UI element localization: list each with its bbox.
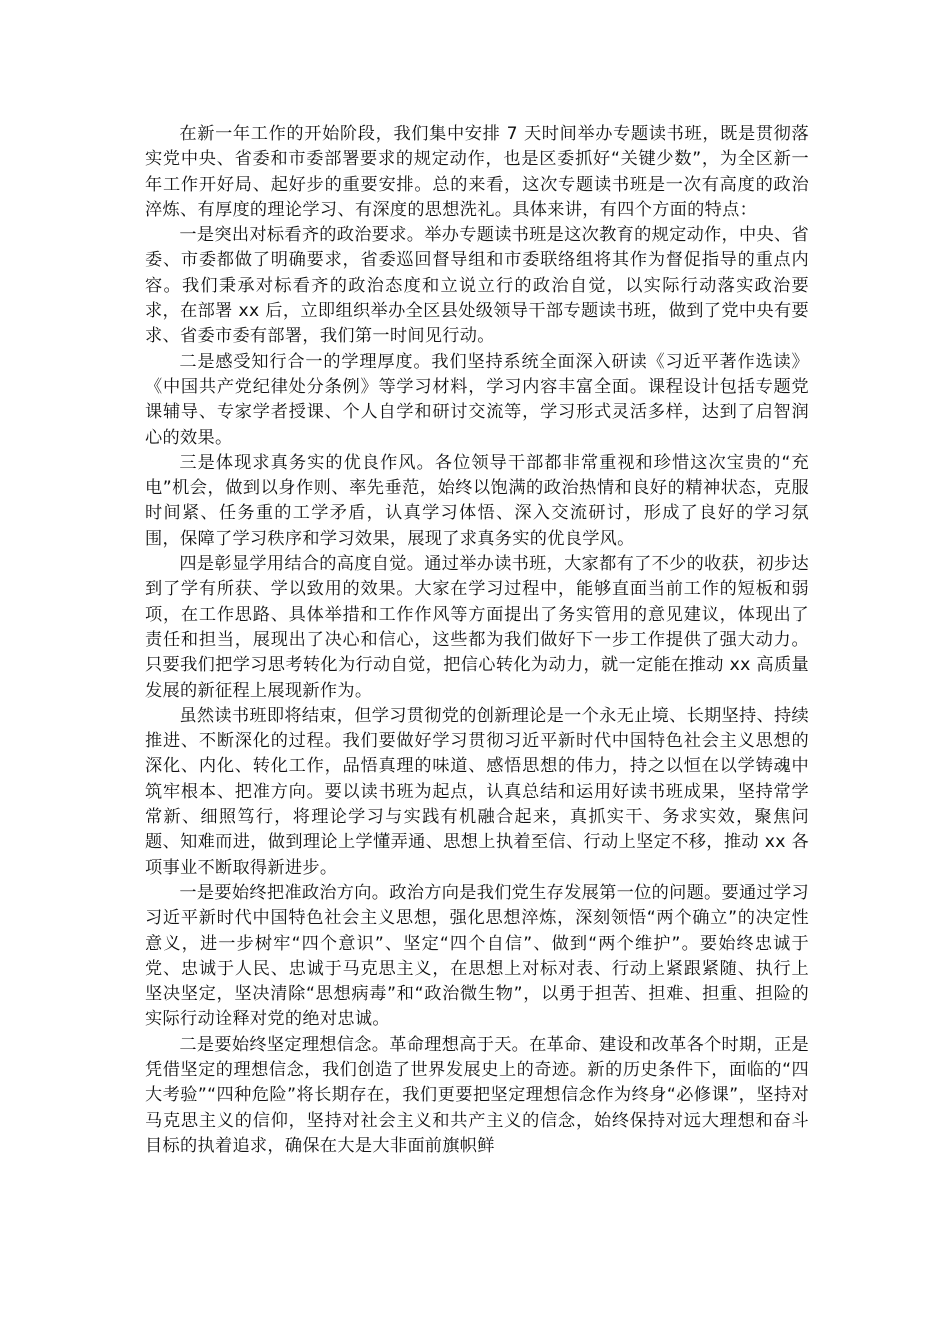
paragraph-point-2: 二是感受知行合一的学理厚度。我们坚持系统全面深入研读《习近平著作选读》《中国共产党纪律处分条例》等学习材料，学习内容丰富全面。课程设计包括专题党课辅导、专家学者授课、个人自学和研讨交流等，学习形式灵活多样，达到了启智润心的效果。 [145,351,809,448]
document-page [145,122,809,1159]
paragraph-point-4: 四是彰显学用结合的高度自觉。通过举办读书班，大家都有了不少的收获，初步达到了学有所获、学以致用的效果。大家在学习过程中，能够直面当前工作的短板和弱项，在工作思路、具体举措和工作作风等方面提出了务实管用的意见建议，体现出了责任和担当，展现出了决心和信心，这些都为我们做好下一步工作提供了强大动力。只要我们把学习思考转化为行动自觉，把信心转化为动力，就一定能在推动 xx 高质量发展的新征程上展现新作为。 [145,554,809,701]
paragraph-transition: 虽然读书班即将结束，但学习贯彻党的创新理论是一个永无止境、长期坚持、持续推进、不断深化的过程。我们要做好学习贯彻习近平新时代中国特色社会主义思想的深化、内化、转化工作，品悟真理的味道、感悟思想的伟力，持之以恒在以学铸魂中筑牢根本、把准方向。要以读书班为起点，认真总结和运用好读书班成果，坚持常学常新、细照笃行，将理论学习与实践有机融合起来，真抓实干、务求实效，聚焦问题、知难而进，做到理论上学懂弄通、思想上执着至信、行动上坚定不移，推动 xx 各项事业不断取得新进步。 [145,705,809,878]
paragraph-requirement-1: 一是要始终把准政治方向。政治方向是我们党生存发展第一位的问题。要通过学习习近平新时代中国特色社会主义思想，强化思想淬炼，深刻领悟“两个确立”的决定性意义，进一步树牢“四个意识”、坚定“四个自信”、做到“两个维护”。要始终忠诚于党、忠诚于人民、忠诚于马克思主义，在思想上对标对表、行动上紧跟紧随、执行上坚决坚定，坚决清除“思想病毒”和“政治微生物”，以勇于担苦、担难、担重、担险的实际行动诠释对党的绝对忠诚。 [145,882,809,1030]
paragraph-intro: 在新一年工作的开始阶段，我们集中安排 7 天时间举办专题读书班，既是贯彻落实党中央、省委和市委部署要求的规定动作，也是区委抓好“关键少数”，为全区新一年工作开好局、起好步的重要安排。总的来看，这次专题读书班是一次有高度的政治淬炼、有厚度的理论学习、有深度的思想洗礼。具体来讲，有四个方面的特点： [145,124,809,220]
paragraph-point-1: 一是突出对标看齐的政治要求。举办专题读书班是这次教育的规定动作，中央、省委、市委都做了明确要求，省委巡回督导组和市委联络组将其作为督促指导的重点内容。我们秉承对标看齐的政治态度和立说立行的政治自觉，以实际行动落实政治要求，在部署 xx 后，立即组织举办全区县处级领导干部专题读书班，做到了党中央有要求、省委市委有部署，我们第一时间见行动。 [145,225,809,347]
paragraph-requirement-2: 二是要始终坚定理想信念。革命理想高于天。在革命、建设和改革各个时期，正是凭借坚定的理想信念，我们创造了世界发展史上的奇迹。新的历史条件下，面临的“四大考验”“四种危险”将长期存在，我们更要把坚定理想信念作为终身“必修课”，坚持对马克思主义的信仰，坚持对社会主义和共产主义的信念，始终保持对远大理想和奋斗目标的执着追求，确保在大是大非面前旗帜鲜 [145,1034,809,1156]
paragraph-point-3: 三是体现求真务实的优良作风。各位领导干部都非常重视和珍惜这次宝贵的“充电”机会，做到以身作则、率先垂范，始终以饱满的政治热情和良好的精神状态，克服时间紧、任务重的工学矛盾，认真学习体悟、深入交流研讨，形成了良好的学习氛围，保障了学习秩序和学习效果，展现了求真务实的优良学风。 [145,452,809,549]
